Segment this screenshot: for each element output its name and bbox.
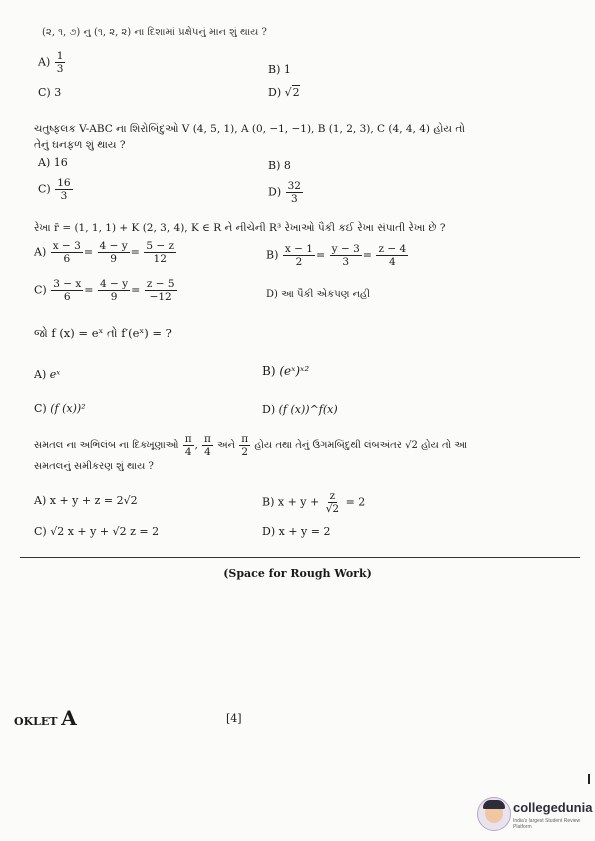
rough-work-label: (Space for Rough Work): [223, 567, 372, 580]
q2-option-b: B) $\frac{x - 1}{2}$ = $\frac{y - 3}{3}$ = $\frac{z - 4}{4}$: [266, 243, 407, 268]
question-4-stem: સમતલ ના અભિલંબ ના દિક્ખૂણાઓ $\frac{\pi}{4}$ , $\frac{\pi}{4}$ અને $\frac{\pi}{2}$ હોય તથા તેનું ઉગમબિંદુથી લંબઅંતર √2 હોય તો આ સમતલનું સમીકરણ શું થાય ?: [34, 433, 468, 472]
q2-option-d: D) આ પૈકી એકપણ નહી: [266, 289, 371, 300]
fraction: $\frac{32}{3}$: [287, 180, 301, 205]
collegedunia-logo: [477, 797, 593, 831]
divider-line: [20, 557, 580, 558]
question-1-stem: ચતુષ્ફલક V-ABC ના શિરોબિંદુઓ V (4, 5, 1), A (0, −1, −1), B (1, 2, 3), C (4, 4, 4) હોય તો તેનું ઘનફળ શું થાય ?: [34, 123, 465, 151]
q4-option-a: A) x + y + z = 2√2: [34, 494, 138, 507]
mascot-icon: [477, 797, 511, 831]
q0-option-d: D) √2: [268, 86, 300, 99]
logo-brand-text: collegedunia: [513, 800, 593, 815]
q3-option-a: A) eˣ: [34, 368, 61, 381]
question-3-stem: જો f (x) = eˣ તો f′(eˣ) = ?: [34, 326, 172, 340]
question-0-stem: (૨, ૧, ૭) નુ (૧, ૨, ૨) ના દિશામાં પ્રક્ષેપનું માન શું થાય ?: [42, 27, 267, 38]
q0-option-c: C) 3: [38, 86, 62, 99]
q4-option-c: C) √2 x + y + √2 z = 2: [34, 525, 160, 538]
fraction: $\frac{1}{3}$: [56, 50, 64, 75]
q3-option-c: C) (f (x))²: [34, 402, 86, 415]
q1-option-d: D) $\frac{32}{3}$: [268, 180, 301, 205]
fraction: $\frac{16}{3}$: [57, 177, 71, 202]
option-label: A): [38, 55, 51, 69]
q0-option-a: [38, 50, 66, 75]
q3-option-b: B) (eˣ)ˣ²: [262, 364, 310, 378]
q4-option-b: B) x + y + $\frac{z}{√2}$ = 2: [262, 490, 366, 515]
logo-tagline: India's largest Student Review Platform: [513, 818, 581, 830]
q1-option-b: B) 8: [268, 159, 291, 172]
question-2-stem: રેખા r̄ = (1, 1, 1) + K (2, 3, 4), K ∈ R ને નીચેની R³ રેખાઓ પૈકી કઈ રેખા સંપાતી રેખા છે ?: [34, 222, 446, 234]
q2-option-c: C) $\frac{3 - x}{6}$ = $\frac{4 - y}{9}$ = $\frac{z - 5}{-12}$: [34, 278, 175, 303]
q0-option-b: B) 1: [268, 63, 291, 76]
booklet-label: OKLET A: [14, 706, 77, 730]
edge-mark: [588, 774, 590, 784]
q4-option-d: D) x + y = 2: [262, 525, 331, 538]
q1-option-a: A) 16: [38, 156, 68, 169]
q3-option-d: D) (f (x))^f(x): [262, 403, 338, 416]
page-number: [4]: [226, 712, 242, 725]
q1-option-c: C) $\frac{16}{3}$: [38, 177, 71, 202]
q2-option-a: A) $\frac{x - 3}{6}$ = $\frac{4 - y}{9}$ = $\frac{5 - z}{12}$: [34, 240, 175, 265]
